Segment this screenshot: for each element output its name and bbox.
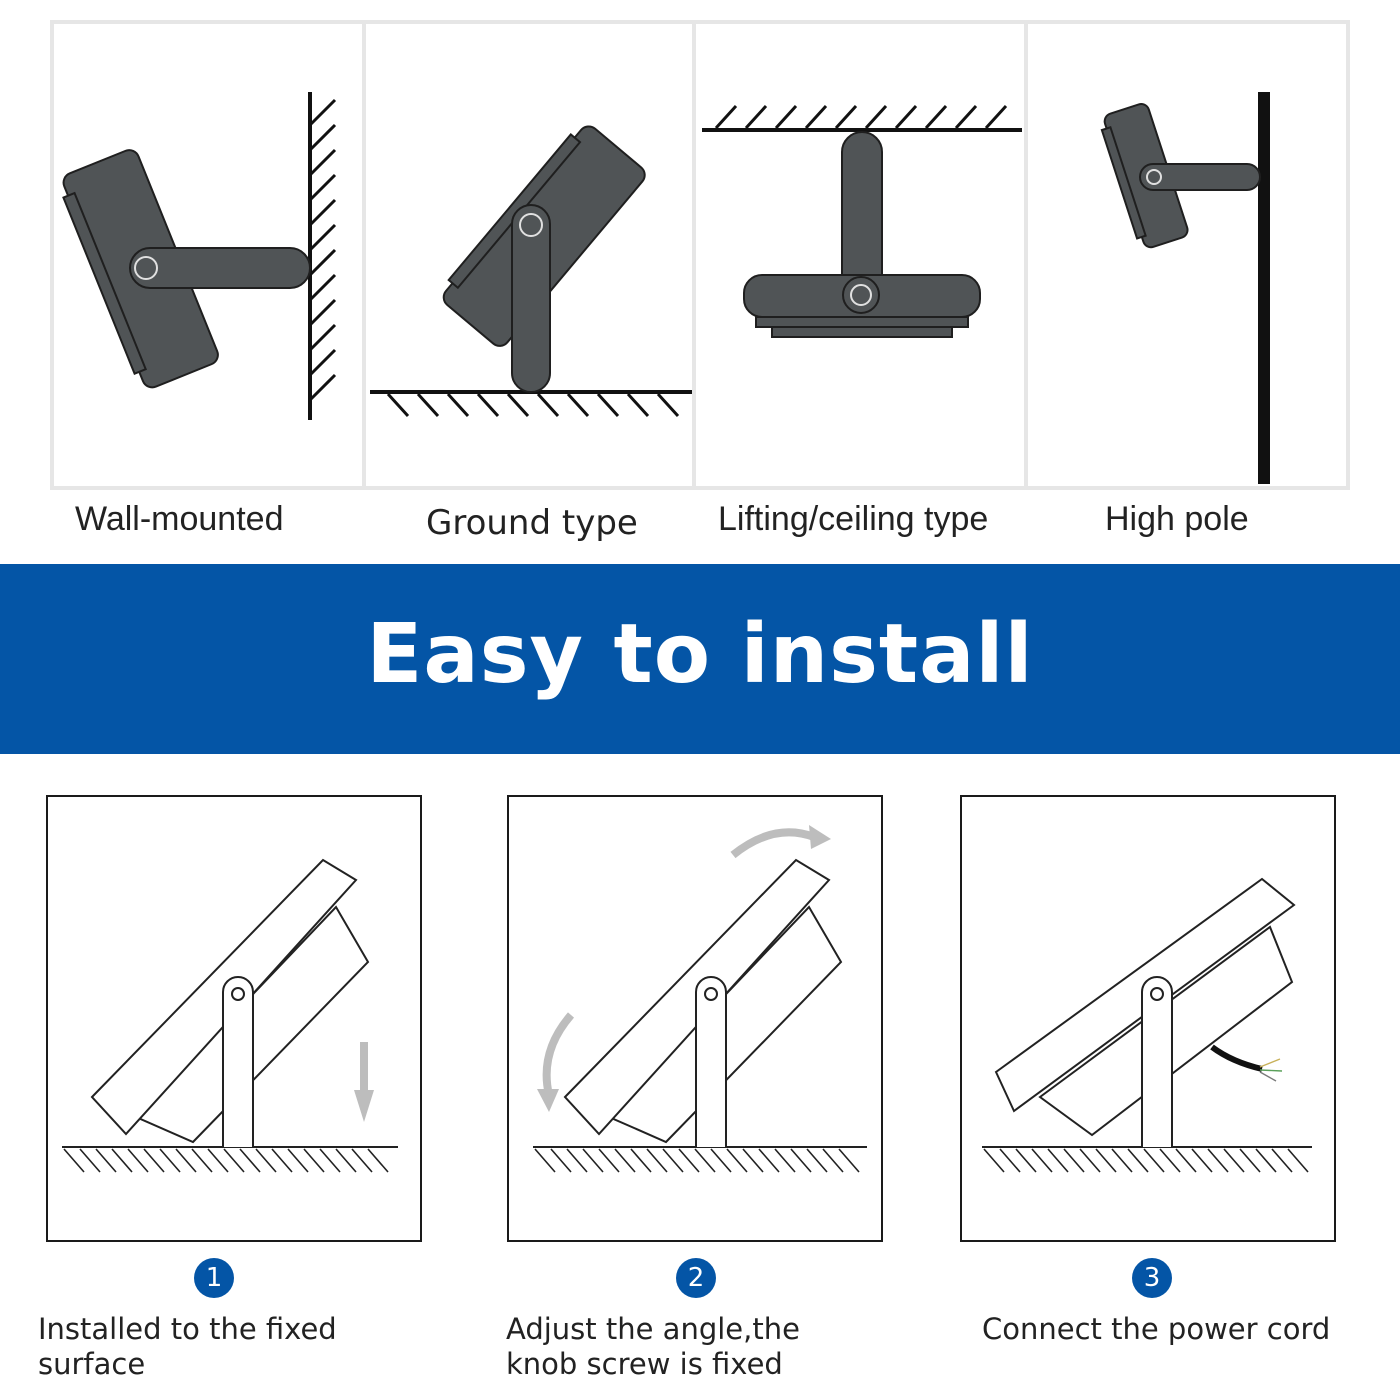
label-wall-mounted: Wall-mounted <box>75 500 284 538</box>
label-ceiling-type: Lifting/ceiling type <box>718 500 989 538</box>
step-3-number-badge: 3 <box>1132 1258 1172 1298</box>
wall-mounted-illustration <box>50 20 370 480</box>
title-banner <box>0 564 1400 754</box>
ceiling-type-illustration <box>696 20 1028 480</box>
step-2-illustration <box>509 797 885 1244</box>
high-pole-illustration <box>1028 20 1350 480</box>
step-2-number-badge: 2 <box>676 1258 716 1298</box>
label-high-pole: High pole <box>1105 500 1249 538</box>
step-2-caption: Adjust the angle,the knob screw is fixed <box>506 1312 800 1381</box>
step-1-number-badge: 1 <box>194 1258 234 1298</box>
step-1-illustration <box>48 797 424 1244</box>
step-1-panel <box>46 795 422 1242</box>
ground-type-illustration <box>366 20 696 480</box>
label-ground-type: Ground type <box>426 503 638 543</box>
step-1-caption: Installed to the fixed surface <box>38 1312 337 1381</box>
step-3-panel <box>960 795 1336 1242</box>
step-3-caption: Connect the power cord <box>982 1312 1331 1346</box>
banner-title: Easy to install <box>366 607 1034 702</box>
step-2-panel <box>507 795 883 1242</box>
step-3-illustration <box>962 797 1338 1244</box>
